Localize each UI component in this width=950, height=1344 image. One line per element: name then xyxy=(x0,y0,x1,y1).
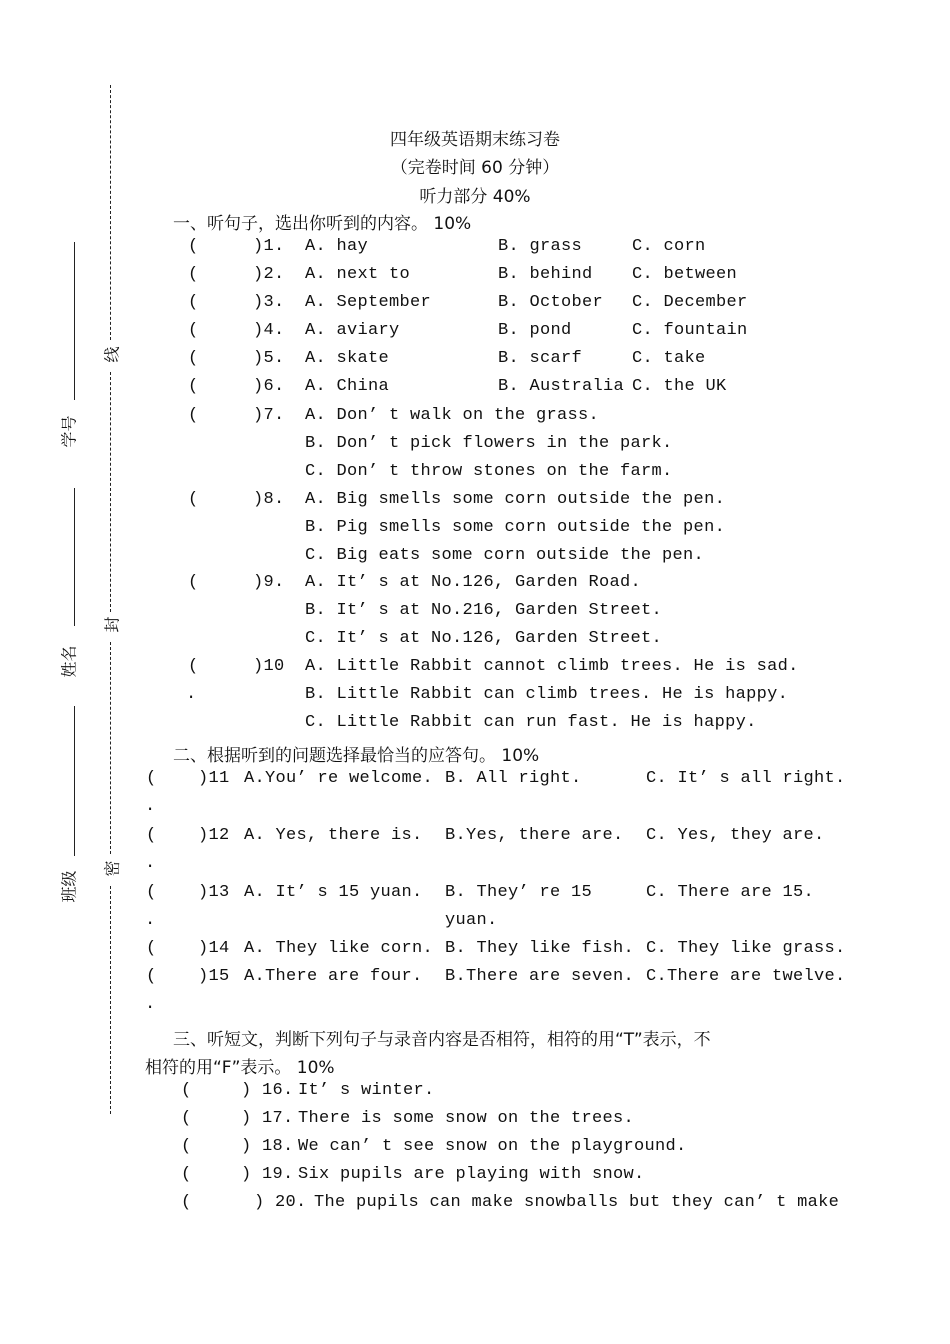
option-c: C. Little Rabbit can run fast. He is happy. xyxy=(305,713,757,732)
cut-line-1 xyxy=(110,85,111,340)
question-number: )11 xyxy=(198,769,230,788)
answer-paren[interactable]: ( xyxy=(146,939,157,958)
class-line xyxy=(74,706,75,856)
question-number: )15 xyxy=(198,967,230,986)
option-a: A. skate xyxy=(305,349,390,368)
stray-dot: . xyxy=(145,995,156,1014)
option-a: A. China xyxy=(305,377,390,396)
option-a: A. Don’ t walk on the grass. xyxy=(305,406,600,425)
statement-text: Six pupils are playing with snow. xyxy=(298,1165,645,1184)
option-c: C. They like grass. xyxy=(646,939,846,958)
answer-paren[interactable]: ( xyxy=(188,321,199,340)
question-number: )5. xyxy=(253,349,285,368)
answer-paren[interactable]: ( xyxy=(146,883,157,902)
stray-dot: . xyxy=(186,685,197,704)
question-number: )13 xyxy=(198,883,230,902)
option-b: B. pond xyxy=(498,321,572,340)
question-number: )7. xyxy=(253,406,285,425)
option-c: C. corn xyxy=(632,237,706,256)
answer-paren[interactable]: ( xyxy=(188,293,199,312)
section3-heading-line1: 三、听短文，判断下列句子与录音内容是否相符，相符的用“T”表示，不 xyxy=(173,1030,711,1050)
answer-paren[interactable]: ( xyxy=(146,967,157,986)
question-number: ) 16. xyxy=(241,1081,294,1100)
option-b: B. Pig smells some corn outside the pen. xyxy=(305,518,726,537)
question-number: )9. xyxy=(253,573,285,592)
option-c: C. Don’ t throw stones on the farm. xyxy=(305,462,673,481)
class-label: 班级 xyxy=(59,870,79,903)
section2-heading: 二、根据听到的问题选择最恰当的应答句。 10% xyxy=(173,746,540,766)
option-b: B. scarf xyxy=(498,349,583,368)
answer-paren[interactable]: ( xyxy=(181,1081,192,1100)
listening-part: 听力部分 40% xyxy=(419,187,531,207)
student-no-line xyxy=(74,242,75,400)
option-b: B. They’ re 15 xyxy=(445,883,593,902)
option-c: C. There are 15. xyxy=(646,883,815,902)
question-number: ) 18. xyxy=(241,1137,294,1156)
question-number: )10 xyxy=(253,657,285,676)
option-a: A. September xyxy=(305,293,432,312)
option-c: C. December xyxy=(632,293,748,312)
option-a: A. It’ s 15 yuan. xyxy=(244,883,423,902)
option-c: C. Yes, they are. xyxy=(646,826,825,845)
option-a: A. It’ s at No.126, Garden Road. xyxy=(305,573,642,592)
option-a: A. next to xyxy=(305,265,411,284)
answer-paren[interactable]: ( xyxy=(146,826,157,845)
statement-text: There is some snow on the trees. xyxy=(298,1109,635,1128)
option-b: B. Don’ t pick flowers in the park. xyxy=(305,434,673,453)
answer-paren[interactable]: ( xyxy=(188,349,199,368)
answer-paren[interactable]: ( xyxy=(181,1193,192,1212)
answer-paren[interactable]: ( xyxy=(188,377,199,396)
answer-paren[interactable]: ( xyxy=(188,573,199,592)
option-c: C. It’ s all right. xyxy=(646,769,846,788)
exam-time: （完卷时间 60 分钟） xyxy=(390,158,560,178)
option-b: B.There are seven. xyxy=(445,967,635,986)
question-number: )14 xyxy=(198,939,230,958)
option-c: C. fountain xyxy=(632,321,748,340)
answer-paren[interactable]: ( xyxy=(181,1165,192,1184)
stray-dot: . xyxy=(145,797,156,816)
option-b: B. grass xyxy=(498,237,583,256)
cut-line-2 xyxy=(110,372,111,612)
option-b: B. Australia xyxy=(498,377,625,396)
option-c: C. take xyxy=(632,349,706,368)
question-number: )3. xyxy=(253,293,285,312)
statement-text: The pupils can make snowballs but they can’ t make xyxy=(314,1193,840,1212)
statement-text: It’ s winter. xyxy=(298,1081,435,1100)
stray-dot: . xyxy=(145,911,156,930)
answer-paren[interactable]: ( xyxy=(188,657,199,676)
name-label: 姓名 xyxy=(59,645,79,678)
option-b: B. All right. xyxy=(445,769,582,788)
option-b: B. It’ s at No.216, Garden Street. xyxy=(305,601,663,620)
question-number: )4. xyxy=(253,321,285,340)
name-line xyxy=(74,488,75,626)
statement-text: We can’ t see snow on the playground. xyxy=(298,1137,687,1156)
page-title: 四年级英语期末练习卷 xyxy=(390,130,560,150)
student-no-label: 学号 xyxy=(59,415,79,448)
answer-paren[interactable]: ( xyxy=(188,237,199,256)
section3-heading-line2: 相符的用“F”表示。 10% xyxy=(145,1058,335,1078)
option-c: C. It’ s at No.126, Garden Street. xyxy=(305,629,663,648)
option-a: A. aviary xyxy=(305,321,400,340)
question-number: ) 20. xyxy=(254,1193,307,1212)
answer-paren[interactable]: ( xyxy=(188,490,199,509)
section1-heading: 一、听句子，选出你听到的内容。 10% xyxy=(173,214,472,234)
option-b-wrap: yuan. xyxy=(445,911,498,930)
option-a: A.You’ re welcome. xyxy=(244,769,434,788)
option-b: B. Little Rabbit can climb trees. He is happy. xyxy=(305,685,789,704)
answer-paren[interactable]: ( xyxy=(181,1109,192,1128)
option-c: C. the UK xyxy=(632,377,727,396)
cut-line-3 xyxy=(110,642,111,854)
option-a: A. Big smells some corn outside the pen. xyxy=(305,490,726,509)
answer-paren[interactable]: ( xyxy=(188,265,199,284)
option-a: A.There are four. xyxy=(244,967,423,986)
option-b: B.Yes, there are. xyxy=(445,826,624,845)
question-number: ) 19. xyxy=(241,1165,294,1184)
option-b: B. behind xyxy=(498,265,593,284)
option-a: A. Yes, there is. xyxy=(244,826,423,845)
cut-line-4 xyxy=(110,886,111,1114)
question-number: )8. xyxy=(253,490,285,509)
option-a: A. Little Rabbit cannot climb trees. He is sad. xyxy=(305,657,799,676)
question-number: ) 17. xyxy=(241,1109,294,1128)
option-b: B. They like fish. xyxy=(445,939,635,958)
answer-paren[interactable]: ( xyxy=(181,1137,192,1156)
option-a: A. They like corn. xyxy=(244,939,434,958)
option-c: C. Big eats some corn outside the pen. xyxy=(305,546,705,565)
option-a: A. hay xyxy=(305,237,369,256)
stray-dot: . xyxy=(145,854,156,873)
cut-label-xian: 线 xyxy=(102,346,122,363)
answer-paren[interactable]: ( xyxy=(188,406,199,425)
question-number: )6. xyxy=(253,377,285,396)
cut-label-feng: 封 xyxy=(102,616,122,633)
option-c: C.There are twelve. xyxy=(646,967,846,986)
question-number: )1. xyxy=(253,237,285,256)
question-number: )12 xyxy=(198,826,230,845)
option-b: B. October xyxy=(498,293,604,312)
answer-paren[interactable]: ( xyxy=(146,769,157,788)
cut-label-mi: 密 xyxy=(102,860,122,877)
option-c: C. between xyxy=(632,265,738,284)
question-number: )2. xyxy=(253,265,285,284)
